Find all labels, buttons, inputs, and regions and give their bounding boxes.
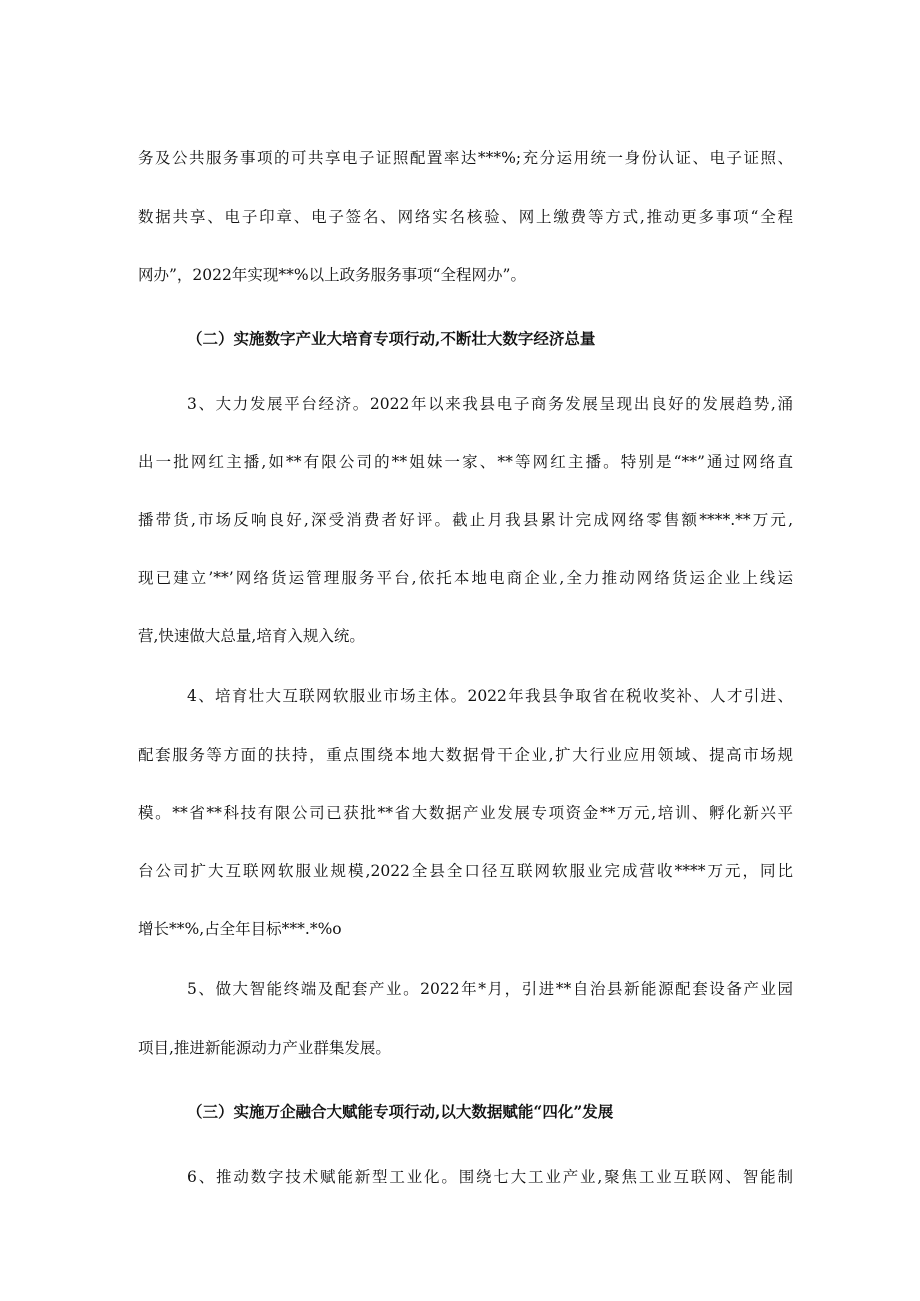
item-5-line-1: 5、做大智能终端及配套产业。2022年*月，引进**自治县新能源配套设备产业园 xyxy=(187,980,793,998)
section-2-heading: （二）实施数字产业大培育专项行动,不断壮大数字经济总量 xyxy=(187,329,596,348)
item-3-line-2: 出一批网红主播,如**有限公司的**姐妹一家、**等网红主播。特别是“**”通过网络直 xyxy=(138,453,793,471)
item-4-line-5: 增长**%,占全年目标***.*%o xyxy=(138,920,342,938)
item-4-line-2: 配套服务等方面的扶持，重点围绕本地大数据骨干企业,扩大行业应用领域、提高市场规 xyxy=(138,746,793,764)
item-4-line-4: 台公司扩大互联网软服业规模,2022全县全口径互联网软服业完成营收****万元，同比 xyxy=(138,862,793,880)
item-3-line-3: 播带货,市场反响良好,深受消费者好评。截止月我县累计完成网络零售额****.**万元, xyxy=(138,511,793,529)
item-3-line-1: 3、大力发展平台经济。2022年以来我县电子商务发展呈现出良好的发展趋势,涌 xyxy=(187,395,793,413)
item-4-line-3: 模。**省**科技有限公司已获批**省大数据产业发展专项资金**万元,培训、孵化新兴平 xyxy=(138,804,793,822)
intro-line-1: 务及公共服务事项的可共享电子证照配置率达***%;充分运用统一身份认证、电子证照、 xyxy=(138,149,793,167)
section-3-heading: （三）实施万企融合大赋能专项行动,以大数据赋能“四化”发展 xyxy=(187,1102,614,1121)
intro-line-3: 网办”，2022年实现**%以上政务服务事项“全程网办”。 xyxy=(138,266,526,284)
item-5-line-2: 项目,推进新能源动力产业群集发展。 xyxy=(138,1039,391,1057)
item-4-line-1: 4、培育壮大互联网软服业市场主体。2022年我县争取省在税收奖补、人才引进、 xyxy=(187,687,793,705)
item-6-line-1: 6、推动数字技术赋能新型工业化。围绕七大工业产业,聚焦工业互联网、智能制 xyxy=(187,1168,793,1186)
item-3-line-5: 营,快速做大总量,培育入规入统。 xyxy=(138,627,365,645)
intro-line-2: 数据共享、电子印章、电子签名、网络实名核验、网上缴费等方式,推动更多事项“全程 xyxy=(138,208,793,226)
item-3-line-4: 现已建立’**’网络货运管理服务平台,依托本地电商企业,全力推动网络货运企业上线运 xyxy=(138,569,793,587)
